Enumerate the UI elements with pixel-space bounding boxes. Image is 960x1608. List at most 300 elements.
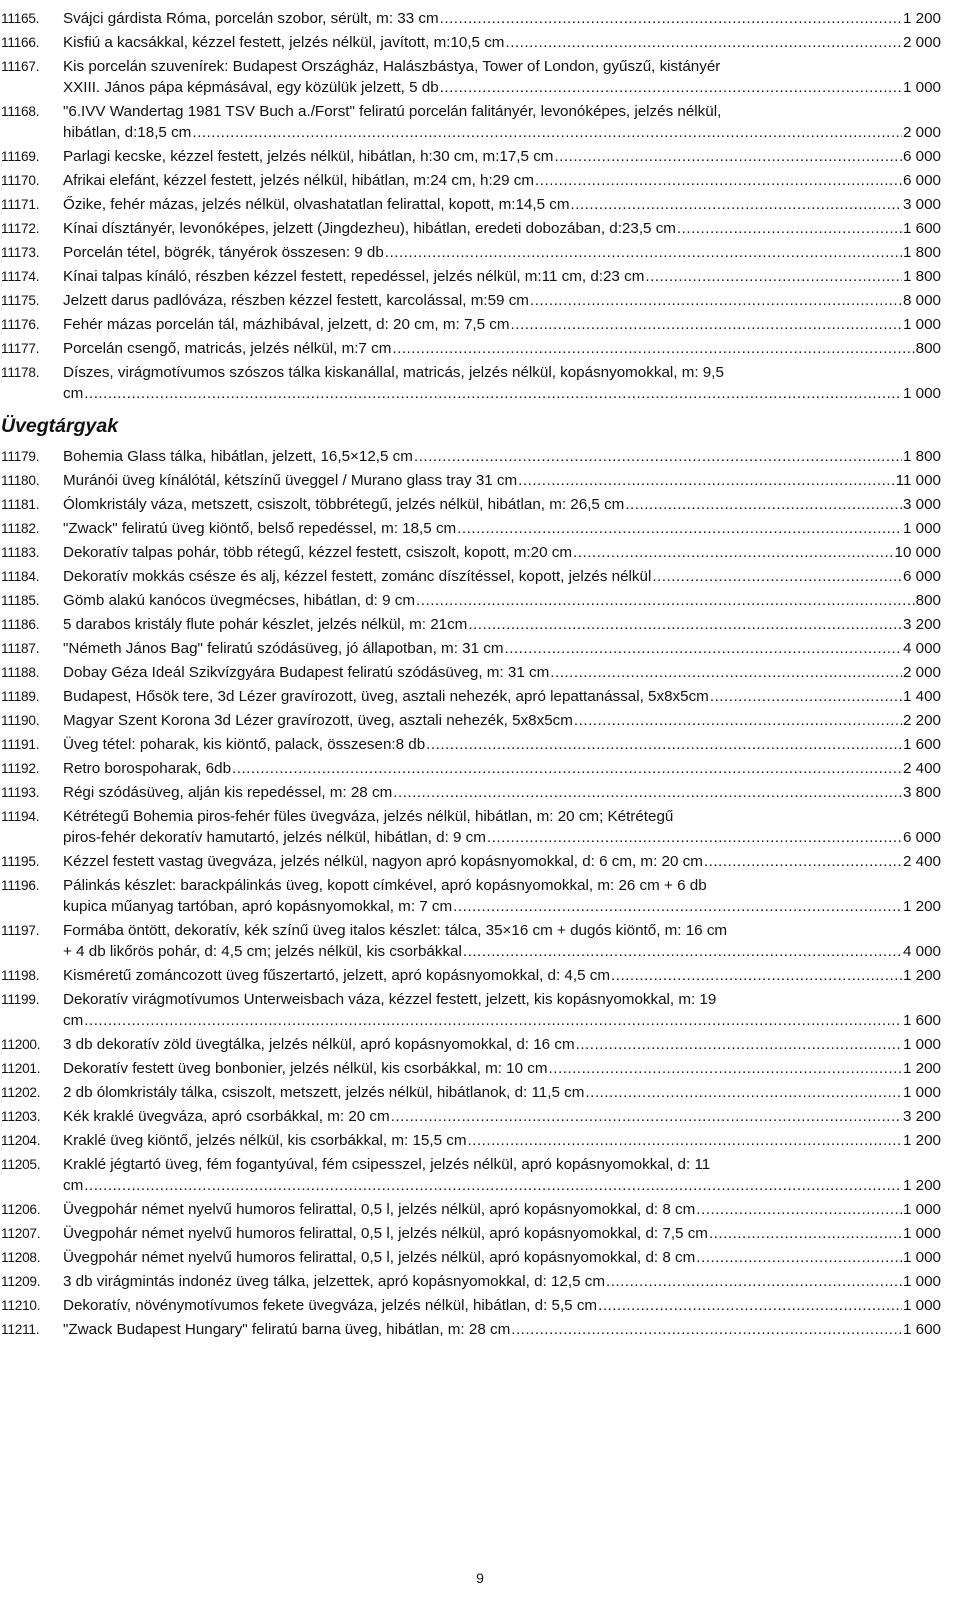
lot-number: 11173. xyxy=(1,245,40,260)
lot-description-final-line xyxy=(63,965,941,986)
lot-description xyxy=(63,1245,941,1269)
dot-leader xyxy=(463,941,902,962)
lot-starting-price: 1 000 xyxy=(902,1297,941,1314)
lot-item xyxy=(0,6,960,30)
dot-leader xyxy=(645,266,902,287)
section-heading-glassware: Üvegtárgyak xyxy=(1,415,119,437)
lot-description-final-line xyxy=(63,383,941,404)
lot-starting-price: 1 000 xyxy=(902,520,941,537)
lot-item xyxy=(0,516,960,540)
lot-starting-price: 1 600 xyxy=(902,220,941,237)
lot-description xyxy=(63,804,941,849)
lot-description-line: Afrikai elefánt, kézzel festett, jelzés nélkül, hibátlan, m:24 cm, h:29 cm xyxy=(63,172,535,189)
lot-description xyxy=(63,1128,941,1152)
lot-number: 11165. xyxy=(1,11,40,26)
lot-starting-price: 800 xyxy=(915,340,941,357)
dot-leader xyxy=(505,638,902,659)
lot-description-line: Gömb alakú kanócos üvegmécses, hibátlan, d: 9 cm xyxy=(63,592,416,609)
lot-description-line: hibátlan, d:18,5 cm xyxy=(63,124,192,141)
lot-item xyxy=(0,444,960,468)
lot-description-line: "Zwack Budapest Hungary" feliratú barna üveg, hibátlan, m: 28 cm xyxy=(63,1321,511,1338)
lot-description-line: 3 db dekoratív zöld üvegtálka, jelzés nélkül, apró kopásnyomokkal, d: 16 cm xyxy=(63,1036,575,1053)
lot-number: 11198. xyxy=(1,968,40,983)
lot-description-line: Kraklé üveg kiöntő, jelzés nélkül, kis csorbákkal, m: 15,5 cm xyxy=(63,1132,467,1149)
lot-description-final-line xyxy=(63,827,941,848)
lot-description xyxy=(63,708,941,732)
lot-description xyxy=(63,288,941,312)
dot-leader xyxy=(84,383,902,404)
lot-number: 11208. xyxy=(1,1250,41,1265)
dot-leader xyxy=(457,518,902,539)
lot-item xyxy=(0,636,960,660)
lot-starting-price: 2 400 xyxy=(902,853,941,870)
lot-description xyxy=(63,1293,941,1317)
lot-description-final-line xyxy=(63,1010,941,1031)
lot-number: 11168. xyxy=(1,104,40,119)
dot-leader xyxy=(549,1058,902,1079)
glassware-lots-section xyxy=(0,444,960,1341)
dot-leader xyxy=(677,218,902,239)
lot-starting-price: 3 800 xyxy=(902,784,941,801)
dot-leader xyxy=(576,1034,902,1055)
lot-description-line: "Németh János Bag" feliratú szódásüveg, jó állapotban, m: 31 cm xyxy=(63,640,504,657)
dot-leader xyxy=(606,1271,902,1292)
dot-leader xyxy=(385,242,902,263)
lot-description-final-line xyxy=(63,1106,941,1127)
dot-leader xyxy=(535,170,902,191)
lot-description-line: Formába öntött, dekoratív, kék színű üveg italos készlet: tálca, 35×16 cm + dugós kiöntő, m: 16 cm xyxy=(63,922,728,939)
lot-description-line: Üvegpohár német nyelvű humoros felirattal, 0,5 l, jelzés nélkül, apró kopásnyomokkal, d: 8 cm xyxy=(63,1201,696,1218)
lot-description xyxy=(63,684,941,708)
lot-starting-price: 1 600 xyxy=(902,736,941,753)
lot-starting-price: 1 800 xyxy=(902,268,941,285)
lot-number: 11169. xyxy=(1,149,40,164)
lot-description-line: Pálinkás készlet: barackpálinkás üveg, kopott címkével, apró kopásnyomokkal, m: 26 cm + 6 db xyxy=(63,877,707,894)
lot-number: 11181. xyxy=(1,497,40,512)
lot-item xyxy=(0,492,960,516)
lot-description-final-line xyxy=(63,941,941,962)
lot-description xyxy=(63,612,941,636)
lot-starting-price: 11 000 xyxy=(895,472,941,489)
lot-description-final-line xyxy=(63,146,941,167)
lot-starting-price: 1 400 xyxy=(902,688,941,705)
lot-item xyxy=(0,1032,960,1056)
lot-description xyxy=(63,780,941,804)
lot-description-final-line xyxy=(63,614,941,635)
dot-leader xyxy=(84,1010,902,1031)
lot-description-line: Üvegpohár német nyelvű humoros felirattal, 0,5 l, jelzés nélkül, apró kopásnyomokkal, d: 7,5 cm xyxy=(63,1225,708,1242)
dot-leader xyxy=(573,542,894,563)
lot-number: 11211. xyxy=(1,1322,40,1337)
dot-leader xyxy=(585,1082,902,1103)
lot-item xyxy=(0,54,960,99)
dot-leader xyxy=(696,1199,902,1220)
dot-leader xyxy=(440,77,902,98)
lot-description xyxy=(63,756,941,780)
lot-description-line: Üveg tétel: poharak, kis kiöntő, palack, összesen:8 db xyxy=(63,736,426,753)
lot-description-line: Kézzel festett vastag üvegváza, jelzés nélkül, nagyon apró kopásnyomokkal, d: 6 cm, m: 20 cm xyxy=(63,853,703,870)
lot-starting-price: 1 000 xyxy=(902,79,941,96)
lot-number: 11189. xyxy=(1,689,40,704)
lot-item xyxy=(0,192,960,216)
lot-description-final-line xyxy=(63,122,941,143)
lot-description xyxy=(63,636,941,660)
lot-item xyxy=(0,1245,960,1269)
lot-starting-price: 2 000 xyxy=(902,124,941,141)
lot-item xyxy=(0,468,960,492)
lot-description-final-line xyxy=(63,662,941,683)
lot-item xyxy=(0,612,960,636)
lot-description xyxy=(63,1032,941,1056)
lot-description-final-line xyxy=(63,32,941,53)
dot-leader xyxy=(611,965,902,986)
lot-description-line: Kétrétegű Bohemia piros-fehér füles üvegváza, jelzés nélkül, hibátlan, m: 20 cm; Kétrétegű xyxy=(63,808,674,825)
lot-starting-price: 4 000 xyxy=(902,943,941,960)
lot-starting-price: 1 600 xyxy=(902,1012,941,1029)
lot-description-final-line xyxy=(63,1130,941,1151)
lot-item xyxy=(0,780,960,804)
lot-starting-price: 1 800 xyxy=(902,448,941,465)
lot-description-line: Dekoratív mokkás csésze és alj, kézzel festett, zománc díszítéssel, kopott, jelzés nélkül xyxy=(63,568,652,585)
lot-description-line: 3 db virágmintás indonéz üveg tálka, jelzettek, apró kopásnyomokkal, d: 12,5 cm xyxy=(63,1273,605,1290)
lot-description xyxy=(63,1056,941,1080)
lot-description xyxy=(63,963,941,987)
lot-item xyxy=(0,240,960,264)
lot-description-line: piros-fehér dekoratív hamutartó, jelzés nélkül, hibátlan, d: 9 cm xyxy=(63,829,486,846)
lot-description xyxy=(63,873,941,918)
dot-leader xyxy=(511,314,902,335)
lot-description-final-line xyxy=(63,1271,941,1292)
lot-starting-price: 3 200 xyxy=(902,616,941,633)
lot-item xyxy=(0,30,960,54)
lot-starting-price: 1 000 xyxy=(902,385,941,402)
page-number: 9 xyxy=(476,1570,484,1586)
lot-item xyxy=(0,732,960,756)
dot-leader xyxy=(391,1106,902,1127)
dot-leader xyxy=(652,566,902,587)
lot-description xyxy=(63,849,941,873)
lot-starting-price: 1 200 xyxy=(902,1060,941,1077)
lot-number: 11178. xyxy=(1,365,40,380)
lot-description-final-line xyxy=(63,1082,941,1103)
lot-item xyxy=(0,1197,960,1221)
lot-number: 11185. xyxy=(1,593,40,608)
lot-description-line: Kis porcelán szuvenírek: Budapest Országház, Halászbástya, Tower of London, gyűszű, kistányér xyxy=(63,58,721,75)
lot-description-line: Dobay Géza Ideál Szikvízgyára Budapest feliratú szódásüveg, m: 31 cm xyxy=(63,664,550,681)
lot-number: 11166. xyxy=(1,35,40,50)
lot-starting-price: 1 000 xyxy=(902,1084,941,1101)
dot-leader xyxy=(709,1223,902,1244)
lot-description xyxy=(63,264,941,288)
lot-number: 11206. xyxy=(1,1202,41,1217)
dot-leader xyxy=(414,446,902,467)
dot-leader xyxy=(598,1295,902,1316)
lot-description-final-line xyxy=(63,758,941,779)
lot-item xyxy=(0,1152,960,1197)
lot-description-final-line xyxy=(63,1319,941,1340)
lot-starting-price: 1 000 xyxy=(902,1225,941,1242)
lot-description-final-line xyxy=(63,470,941,491)
lot-item xyxy=(0,312,960,336)
dot-leader xyxy=(232,758,902,779)
lot-description-final-line xyxy=(63,638,941,659)
lot-item xyxy=(0,873,960,918)
lot-number: 11176. xyxy=(1,317,40,332)
lot-description-final-line xyxy=(63,1223,941,1244)
lot-description-line: Porcelán tétel, bögrék, tányérok összesen: 9 db xyxy=(63,244,384,261)
lot-description-final-line xyxy=(63,566,941,587)
lot-item xyxy=(0,1128,960,1152)
lot-description xyxy=(63,360,941,405)
lot-description-final-line xyxy=(63,290,941,311)
dot-leader xyxy=(468,614,902,635)
lot-description-line: Svájci gárdista Róma, porcelán szobor, sérült, m: 33 cm xyxy=(63,10,439,27)
lot-number: 11200. xyxy=(1,1037,41,1052)
lot-description xyxy=(63,540,941,564)
dot-leader xyxy=(453,896,902,917)
lot-description-line: 2 db ólomkristály tálka, csiszolt, metszett, jelzés nélkül, hibátlanok, d: 11,5 cm xyxy=(63,1084,585,1101)
lot-description-final-line xyxy=(63,851,941,872)
lot-description-final-line xyxy=(63,782,941,803)
lot-number: 11197. xyxy=(1,923,40,938)
lot-item xyxy=(0,1104,960,1128)
lot-starting-price: 2 000 xyxy=(902,34,941,51)
lot-number: 11171. xyxy=(1,197,40,212)
lot-description-line: Bohemia Glass tálka, hibátlan, jelzett, 16,5×12,5 cm xyxy=(63,448,413,465)
lot-description-final-line xyxy=(63,590,941,611)
lot-description-final-line xyxy=(63,1175,941,1196)
lot-starting-price: 6 000 xyxy=(902,829,941,846)
lot-starting-price: 6 000 xyxy=(902,148,941,165)
lot-item xyxy=(0,360,960,405)
lot-description xyxy=(63,987,941,1032)
lot-description xyxy=(63,99,941,144)
lot-starting-price: 1 200 xyxy=(902,10,941,27)
lot-number: 11177. xyxy=(1,341,40,356)
lot-description-line: Dekoratív virágmotívumos Unterweisbach váza, kézzel festett, jelzett, kis kopásnyomokkal, m: 19 xyxy=(63,991,717,1008)
lot-item xyxy=(0,1293,960,1317)
lot-number: 11192. xyxy=(1,761,40,776)
lot-description xyxy=(63,336,941,360)
lot-number: 11175. xyxy=(1,293,40,308)
lot-starting-price: 10 000 xyxy=(894,544,941,561)
lot-item xyxy=(0,1269,960,1293)
lot-description-final-line xyxy=(63,1247,941,1268)
lot-description-final-line xyxy=(63,8,941,29)
lot-number: 11174. xyxy=(1,269,40,284)
lot-number: 11199. xyxy=(1,992,40,1007)
dot-leader xyxy=(505,32,902,53)
dot-leader xyxy=(530,290,902,311)
dot-leader xyxy=(704,851,902,872)
lot-starting-price: 6 000 xyxy=(902,172,941,189)
lot-number: 11196. xyxy=(1,878,40,893)
lot-starting-price: 1 000 xyxy=(902,1249,941,1266)
lot-starting-price: 1 000 xyxy=(902,1201,941,1218)
lot-description-line: Kraklé jégtartó üveg, fém fogantyúval, fém csipesszel, jelzés nélkül, apró kopásnyomokkal, d: 11 xyxy=(63,1156,711,1173)
lot-number: 11207. xyxy=(1,1226,41,1241)
lot-number: 11201. xyxy=(1,1061,41,1076)
lot-description-final-line xyxy=(63,734,941,755)
lot-number: 11179. xyxy=(1,449,40,464)
dot-leader xyxy=(487,827,902,848)
lot-description-line: Kínai dísztányér, levonóképes, jelzett (Jingdezheu), hibátlan, eredeti dobozában, d:23,5 cm xyxy=(63,220,676,237)
lot-description-final-line xyxy=(63,1058,941,1079)
lot-item xyxy=(0,708,960,732)
lot-description-line: cm xyxy=(63,385,84,402)
lot-item xyxy=(0,564,960,588)
lot-starting-price: 2 200 xyxy=(902,712,941,729)
lot-description-final-line xyxy=(63,542,941,563)
lot-description xyxy=(63,1221,941,1245)
lot-item xyxy=(0,1080,960,1104)
lot-number: 11210. xyxy=(1,1298,41,1313)
lot-number: 11172. xyxy=(1,221,40,236)
lot-description-line: XXIII. János pápa képmásával, egy közülük jelzett, 5 db xyxy=(63,79,439,96)
lot-description-line: "6.IVV Wandertag 1981 TSV Buch a./Forst" feliratú porcelán falitányér, levonóképes, jelzés nélkül, xyxy=(63,103,722,120)
lot-description xyxy=(63,918,941,963)
lot-item xyxy=(0,264,960,288)
lot-description-line: Üvegpohár német nyelvű humoros felirattal, 0,5 l, jelzés nélkül, apró kopásnyomokkal, d: 8 cm xyxy=(63,1249,696,1266)
lot-description xyxy=(63,660,941,684)
lot-number: 11191. xyxy=(1,737,40,752)
lot-starting-price: 1 200 xyxy=(902,898,941,915)
lot-description-final-line xyxy=(63,1199,941,1220)
lot-description-line: Jelzett darus padlóváza, részben kézzel festett, karcolással, m:59 cm xyxy=(63,292,529,309)
porcelain-lots-section xyxy=(0,6,960,405)
lot-description-final-line xyxy=(63,710,941,731)
lot-number: 11194. xyxy=(1,809,40,824)
lot-number: 11183. xyxy=(1,545,40,560)
dot-leader xyxy=(393,782,902,803)
dot-leader xyxy=(468,1130,902,1151)
lot-description-line: Díszes, virágmotívumos szószos tálka kiskanállal, matricás, jelzés nélkül, kopásnyomokkal, m: 9,5 xyxy=(63,364,724,381)
lot-description-line: cm xyxy=(63,1177,84,1194)
lot-description xyxy=(63,564,941,588)
dot-leader xyxy=(518,470,895,491)
lot-description-final-line xyxy=(63,338,941,359)
lot-description-final-line xyxy=(63,1295,941,1316)
lot-description-line: Régi szódásüveg, alján kis repedéssel, m: 28 cm xyxy=(63,784,393,801)
lot-number: 11195. xyxy=(1,854,40,869)
lot-starting-price: 1 600 xyxy=(902,1321,941,1338)
lot-item xyxy=(0,588,960,612)
lot-description xyxy=(63,588,941,612)
lot-description-line: Fehér mázas porcelán tál, mázhibával, jelzett, d: 20 cm, m: 7,5 cm xyxy=(63,316,510,333)
dot-leader xyxy=(392,338,914,359)
lot-starting-price: 1 200 xyxy=(902,1177,941,1194)
lot-item xyxy=(0,987,960,1032)
lot-item xyxy=(0,1056,960,1080)
lot-description xyxy=(63,54,941,99)
dot-leader xyxy=(426,734,902,755)
dot-leader xyxy=(570,194,902,215)
lot-item xyxy=(0,540,960,564)
dot-leader xyxy=(554,146,902,167)
dot-leader xyxy=(84,1175,902,1196)
lot-description-line: Ólomkristály váza, metszett, csiszolt, többrétegű, jelzés nélkül, hibátlan, m: 26,5 cm xyxy=(63,496,625,513)
lot-starting-price: 8 000 xyxy=(902,292,941,309)
lot-description xyxy=(63,516,941,540)
lot-description xyxy=(63,1152,941,1197)
dot-leader xyxy=(696,1247,902,1268)
lot-description xyxy=(63,240,941,264)
dot-leader xyxy=(574,710,902,731)
lot-description-line: Őzike, fehér mázas, jelzés nélkül, olvashatatlan felirattal, kopott, m:14,5 cm xyxy=(63,196,570,213)
lot-description-line: Retro borospoharak, 6db xyxy=(63,760,232,777)
lot-starting-price: 1 000 xyxy=(902,1273,941,1290)
lot-item xyxy=(0,288,960,312)
dot-leader xyxy=(416,590,915,611)
lot-description-line: Kisfiú a kacsákkal, kézzel festett, jelzés nélkül, javított, m:10,5 cm xyxy=(63,34,505,51)
lot-description-final-line xyxy=(63,218,941,239)
lot-description-line: Budapest, Hősök tere, 3d Lézer gravírozott, üveg, asztali nehezék, apró lepattanással, 5x8x5cm xyxy=(63,688,709,705)
lot-starting-price: 4 000 xyxy=(902,640,941,657)
lot-description-final-line xyxy=(63,194,941,215)
dot-leader xyxy=(710,686,902,707)
lot-description-line: kupica műanyag tartóban, apró kopásnyomokkal, m: 7 cm xyxy=(63,898,453,915)
lot-starting-price: 1 000 xyxy=(902,1036,941,1053)
lot-description-line: cm xyxy=(63,1012,84,1029)
lot-item xyxy=(0,918,960,963)
lot-description xyxy=(63,1104,941,1128)
lot-description xyxy=(63,144,941,168)
lot-description-final-line xyxy=(63,446,941,467)
lot-description-final-line xyxy=(63,494,941,515)
lot-number: 11203. xyxy=(1,1109,41,1124)
lot-description xyxy=(63,6,941,30)
lot-description xyxy=(63,192,941,216)
lot-description-line: Kisméretű zománcozott üveg fűszertartó, jelzett, apró kopásnyomokkal, d: 4,5 cm xyxy=(63,967,611,984)
lot-description-final-line xyxy=(63,170,941,191)
lot-number: 11186. xyxy=(1,617,40,632)
lot-number: 11193. xyxy=(1,785,40,800)
lot-description-final-line xyxy=(63,518,941,539)
lot-starting-price: 1 200 xyxy=(902,1132,941,1149)
lot-number: 11187. xyxy=(1,641,40,656)
lot-number: 11184. xyxy=(1,569,40,584)
dot-leader xyxy=(625,494,902,515)
dot-leader xyxy=(192,122,902,143)
lot-description xyxy=(63,312,941,336)
lot-starting-price: 2 000 xyxy=(902,664,941,681)
lot-description xyxy=(63,468,941,492)
lot-list xyxy=(0,6,960,1341)
lot-starting-price: 1 200 xyxy=(902,967,941,984)
lot-starting-price: 1 000 xyxy=(902,316,941,333)
lot-description xyxy=(63,216,941,240)
lot-number: 11188. xyxy=(1,665,40,680)
lot-number: 11182. xyxy=(1,521,40,536)
lot-description-line: "Zwack" feliratú üveg kiöntő, belső repedéssel, m: 18,5 cm xyxy=(63,520,457,537)
lot-description-final-line xyxy=(63,314,941,335)
lot-description xyxy=(63,168,941,192)
lot-item xyxy=(0,684,960,708)
lot-description-line: Muránói üveg kínálótál, kétszínű üveggel / Murano glass tray 31 cm xyxy=(63,472,518,489)
lot-number: 11167. xyxy=(1,59,40,74)
lot-item xyxy=(0,336,960,360)
lot-starting-price: 3 000 xyxy=(902,196,941,213)
lot-description-final-line xyxy=(63,896,941,917)
lot-description xyxy=(63,1080,941,1104)
lot-item xyxy=(0,216,960,240)
lot-description-final-line xyxy=(63,1034,941,1055)
lot-description-line: Dekoratív festett üveg bonbonier, jelzés nélkül, kis csorbákkal, m: 10 cm xyxy=(63,1060,548,1077)
lot-description xyxy=(63,1269,941,1293)
lot-description xyxy=(63,444,941,468)
lot-item xyxy=(0,144,960,168)
lot-description xyxy=(63,492,941,516)
